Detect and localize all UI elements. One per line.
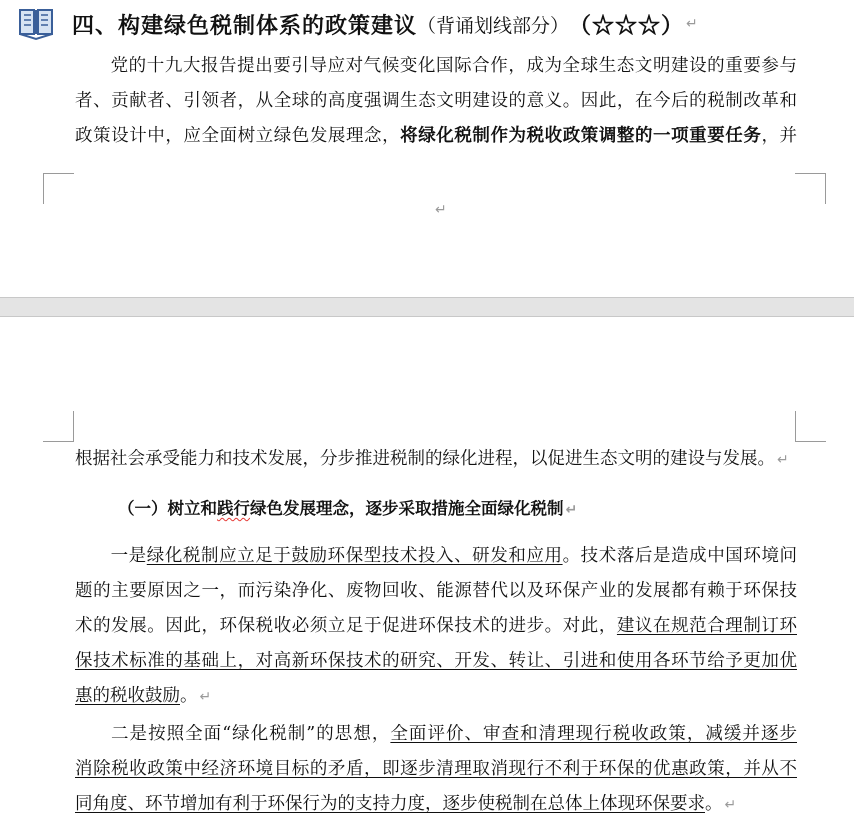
margin-corner-bottom-right bbox=[795, 173, 826, 204]
bold-emphasis: 将绿化税制作为税收政策调整的一项重要任务 bbox=[400, 126, 762, 146]
heading-stars: （☆☆☆） bbox=[569, 12, 685, 39]
underlined-text: 消除税收政策中经济环境目标的矛盾，即逐步清理取消现行不利于环保的优惠政策，并从不 bbox=[75, 759, 797, 779]
para1-line-5: 惠的税收鼓励。 ↵ bbox=[75, 686, 212, 706]
margin-corner-bottom-left bbox=[43, 173, 74, 204]
margin-corner-top-left bbox=[43, 411, 74, 442]
paragraph-mark: ↵ bbox=[686, 16, 698, 32]
para1-line-2: 题的主要原因之一，而污染净化、废物回收、能源替代以及环保产业的发展都有赖于环保技 bbox=[75, 581, 797, 601]
intro-line-2: 者、贡献者、引领者，从全球的高度强调生态文明建设的意义。因此，在今后的税制改革和 bbox=[75, 91, 797, 111]
spellcheck-wavy-underline[interactable]: 践行 bbox=[217, 499, 250, 518]
heading-title: 四、构建绿色税制体系的政策建议 bbox=[72, 12, 418, 39]
page-break-gap bbox=[0, 297, 854, 317]
empty-paragraph-mark: ↵ bbox=[435, 202, 447, 218]
para1-line-4 bbox=[75, 644, 797, 679]
heading-note: （背诵划线部分） bbox=[417, 14, 570, 37]
intro-line-4: 根据社会承受能力和技术发展，分步推进税制的绿化进程，以促进生态文明的建设与发展。 ↵ bbox=[75, 449, 789, 469]
para1-line-1: 一是绿化税制应立足于鼓励环保型技术投入、研发和应用。技术落后是造成中国环境问 bbox=[110, 546, 798, 566]
underlined-text: 同角度、环节增加有利于环保行为的支持力度，逐步使税制在总体上体现环保要求 bbox=[75, 794, 705, 814]
para2-line-2 bbox=[75, 752, 797, 787]
para1-line-3: 术的发展。因此，环保税收必须立足于促进环保技术的进步。对此，建议在规范合理制订环 bbox=[75, 616, 797, 636]
para2-line-1: 二是按照全面“绿化税制”的思想，全面评价、审查和清理现行税收政策，减缓并逐步 bbox=[110, 724, 797, 744]
margin-corner-top-right bbox=[795, 411, 826, 442]
intro-line-3: 政策设计中，应全面树立绿色发展理念，将绿化税制作为税收政策调整的一项重要任务，并 bbox=[75, 126, 798, 146]
document-page-2 bbox=[0, 317, 854, 837]
subsection-heading: （一）树立和践行绿色发展理念，逐步采取措施全面绿化税制 ↵ bbox=[118, 499, 578, 518]
intro-line-1: 党的十九大报告提出要引导应对气候变化国际合作，成为全球生态文明建设的重要参与 bbox=[110, 56, 797, 76]
document-page-1 bbox=[0, 0, 854, 297]
underlined-text: 绿化税制应立足于鼓励环保型技术投入、研发和应用 bbox=[146, 546, 563, 566]
section-heading bbox=[18, 4, 698, 44]
document-outline-icon[interactable] bbox=[18, 6, 54, 42]
underlined-text: 建议在规范合理制订环 bbox=[616, 616, 797, 636]
underlined-text: 保技术标准的基础上，对高新环保技术的研究、开发、转让、引进和使用各环节给予更加优 bbox=[75, 651, 797, 671]
underlined-text: 惠的税收鼓励 bbox=[75, 686, 180, 706]
para2-line-3: 同角度、环节增加有利于环保行为的支持力度，逐步使税制在总体上体现环保要求。 ↵ bbox=[75, 794, 737, 814]
underlined-text: 全面评价、审查和清理现行税收政策，减缓并逐步 bbox=[390, 724, 797, 744]
